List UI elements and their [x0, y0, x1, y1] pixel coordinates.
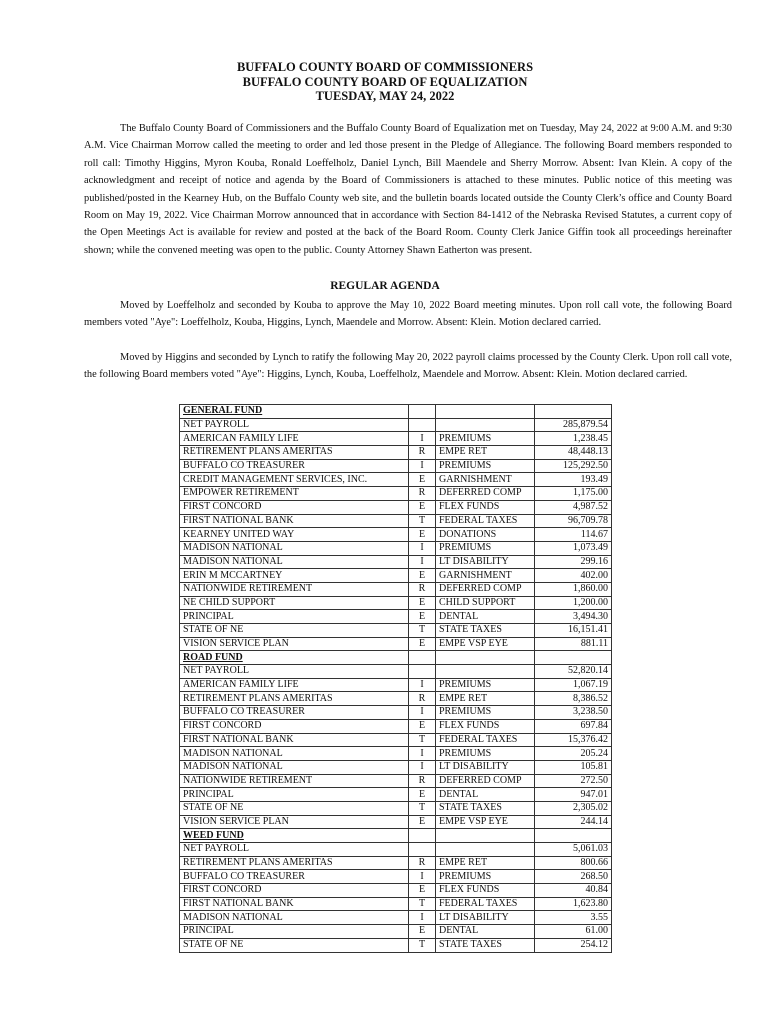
vendor-cell: AMERICAN FAMILY LIFE: [180, 678, 409, 692]
description-cell: EMPE RET: [436, 856, 535, 870]
code-cell: E: [409, 719, 436, 733]
code-cell: [409, 651, 436, 665]
description-cell: DEFERRED COMP: [436, 582, 535, 596]
code-cell: E: [409, 637, 436, 651]
amount-cell: 947.01: [535, 788, 612, 802]
description-cell: DENTAL: [436, 788, 535, 802]
description-cell: PREMIUMS: [436, 432, 535, 446]
fund-header-row: [180, 405, 612, 419]
table-row: [180, 692, 612, 706]
description-cell: FLEX FUNDS: [436, 719, 535, 733]
vendor-cell: ERIN M MCCARTNEY: [180, 569, 409, 583]
table-row: [180, 473, 612, 487]
description-cell: [436, 665, 535, 679]
description-cell: DEFERRED COMP: [436, 487, 535, 501]
description-cell: PREMIUMS: [436, 706, 535, 720]
vendor-cell: FIRST NATIONAL BANK: [180, 514, 409, 528]
intro-paragraph: The Buffalo County Board of Commissioners and the Buffalo County Board of Equalization met on Tuesday, May 24, 2022 at 9:00 A.M. and 9:30 A.M. Vice Chairman Morrow called the meeting to order and led those present in the Pledge of Allegiance. The following Board members responded to roll call: Timothy Higgins, Myron Kouba, Ronald Loeffelholz, Daniel Lynch, Bill Maendele and Sherry Morrow. Absent: Ivan Klein. A copy of the acknowledgment and receipt of notice and agenda by the Board of Commissioners is attached to these minutes. Public notice of this meeting was published/posted in the Kearney Hub, on the Buffalo County web site, and the bulletin boards located outside the County Clerk’s office and County Board Room on May 19, 2022. Vice Chairman Morrow announced that in accordance with Section 84-1412 of the Nebraska Revised Statutes, a current copy of the Open Meetings Act is available for review and posted at the back of the Board Room. County Clerk Janice Giffin took all proceedings hereinafter shown; while the convened meeting was open to the public. County Attorney Shawn Eatherton was present.: [84, 123, 732, 256]
fund-title: WEED FUND: [180, 829, 409, 843]
code-cell: I: [409, 459, 436, 473]
description-cell: [436, 418, 535, 432]
header-title-commissioners: BUFFALO COUNTY BOARD OF COMMISSIONERS: [236, 60, 534, 74]
vendor-cell: NET PAYROLL: [180, 843, 409, 857]
vendor-cell: RETIREMENT PLANS AMERITAS: [180, 692, 409, 706]
table-row: [180, 610, 612, 624]
description-cell: PREMIUMS: [436, 870, 535, 884]
code-cell: R: [409, 446, 436, 460]
vendor-cell: KEARNEY UNITED WAY: [180, 528, 409, 542]
amount-cell: 15,376.42: [535, 733, 612, 747]
description-cell: [436, 843, 535, 857]
table-row: [180, 897, 612, 911]
vendor-cell: MADISON NATIONAL: [180, 541, 409, 555]
vendor-cell: BUFFALO CO TREASURER: [180, 706, 409, 720]
motion-payroll-claims: Moved by Higgins and seconded by Lynch to ratify the following May 20, 2022 payroll claims processed by the County Clerk. Upon roll call vote, the following Board members voted "Aye": Higgins, Lynch, Kouba, Loeffelholz, Maendele and Morrow. Absent: Klein. Motion declared carried.: [84, 352, 732, 381]
vendor-cell: MADISON NATIONAL: [180, 555, 409, 569]
table-row: [180, 596, 612, 610]
description-cell: FLEX FUNDS: [436, 500, 535, 514]
payroll-claims-body: [180, 405, 612, 953]
table-row: [180, 637, 612, 651]
code-cell: R: [409, 774, 436, 788]
table-row: [180, 446, 612, 460]
code-cell: T: [409, 733, 436, 747]
code-cell: E: [409, 569, 436, 583]
amount-cell: 881.11: [535, 637, 612, 651]
description-cell: EMPE RET: [436, 692, 535, 706]
code-cell: T: [409, 514, 436, 528]
vendor-cell: NATIONWIDE RETIREMENT: [180, 774, 409, 788]
amount-cell: 299.16: [535, 555, 612, 569]
amount-cell: 5,061.03: [535, 843, 612, 857]
table-row: [180, 719, 612, 733]
code-cell: [409, 843, 436, 857]
code-cell: I: [409, 870, 436, 884]
code-cell: T: [409, 897, 436, 911]
description-cell: FEDERAL TAXES: [436, 897, 535, 911]
table-row: [180, 843, 612, 857]
vendor-cell: FIRST CONCORD: [180, 719, 409, 733]
vendor-cell: RETIREMENT PLANS AMERITAS: [180, 446, 409, 460]
amount-cell: 96,709.78: [535, 514, 612, 528]
description-cell: EMPE RET: [436, 446, 535, 460]
description-cell: LT DISABILITY: [436, 760, 535, 774]
amount-cell: 1,073.49: [535, 541, 612, 555]
table-row: [180, 815, 612, 829]
motion-minutes-approval: Moved by Loeffelholz and seconded by Kouba to approve the May 10, 2022 Board meeting minutes. Upon roll call vote, the following Board members voted "Aye": Loeffelholz, Kouba, Higgins, Lynch, Maendele and Morrow. Absent: Klein. Motion declared carried.: [84, 300, 732, 329]
description-cell: GARNISHMENT: [436, 473, 535, 487]
amount-cell: 244.14: [535, 815, 612, 829]
code-cell: E: [409, 884, 436, 898]
table-row: [180, 733, 612, 747]
description-cell: PREMIUMS: [436, 747, 535, 761]
table-row: [180, 418, 612, 432]
table-row: [180, 500, 612, 514]
vendor-cell: BUFFALO CO TREASURER: [180, 870, 409, 884]
amount-cell: 2,305.02: [535, 801, 612, 815]
vendor-cell: NET PAYROLL: [180, 418, 409, 432]
description-cell: GARNISHMENT: [436, 569, 535, 583]
code-cell: E: [409, 500, 436, 514]
table-row: [180, 884, 612, 898]
description-cell: EMPE VSP EYE: [436, 815, 535, 829]
description-cell: FEDERAL TAXES: [436, 514, 535, 528]
vendor-cell: CREDIT MANAGEMENT SERVICES, INC.: [180, 473, 409, 487]
code-cell: [409, 665, 436, 679]
code-cell: I: [409, 911, 436, 925]
description-cell: FEDERAL TAXES: [436, 733, 535, 747]
code-cell: E: [409, 596, 436, 610]
description-cell: STATE TAXES: [436, 624, 535, 638]
fund-title: GENERAL FUND: [180, 405, 409, 419]
code-cell: R: [409, 856, 436, 870]
vendor-cell: RETIREMENT PLANS AMERITAS: [180, 856, 409, 870]
section-heading: REGULAR AGENDA: [330, 280, 440, 292]
code-cell: R: [409, 692, 436, 706]
code-cell: R: [409, 487, 436, 501]
code-cell: T: [409, 938, 436, 952]
vendor-cell: MADISON NATIONAL: [180, 760, 409, 774]
description-cell: EMPE VSP EYE: [436, 637, 535, 651]
amount-cell: 1,623.80: [535, 897, 612, 911]
code-cell: I: [409, 760, 436, 774]
table-row: [180, 801, 612, 815]
code-cell: [409, 405, 436, 419]
amount-cell: 8,386.52: [535, 692, 612, 706]
description-cell: PREMIUMS: [436, 459, 535, 473]
vendor-cell: AMERICAN FAMILY LIFE: [180, 432, 409, 446]
description-cell: DENTAL: [436, 925, 535, 939]
table-row: [180, 788, 612, 802]
amount-cell: [535, 651, 612, 665]
amount-cell: 16,151.41: [535, 624, 612, 638]
description-cell: DONATIONS: [436, 528, 535, 542]
table-row: [180, 555, 612, 569]
amount-cell: 272.50: [535, 774, 612, 788]
amount-cell: 52,820.14: [535, 665, 612, 679]
vendor-cell: PRINCIPAL: [180, 925, 409, 939]
table-row: [180, 528, 612, 542]
header-meeting-date: TUESDAY, MAY 24, 2022: [315, 89, 455, 103]
code-cell: E: [409, 788, 436, 802]
table-row: [180, 665, 612, 679]
code-cell: T: [409, 801, 436, 815]
code-cell: E: [409, 528, 436, 542]
amount-cell: 800.66: [535, 856, 612, 870]
description-cell: STATE TAXES: [436, 801, 535, 815]
table-row: [180, 938, 612, 952]
vendor-cell: FIRST CONCORD: [180, 500, 409, 514]
amount-cell: 402.00: [535, 569, 612, 583]
code-cell: [409, 418, 436, 432]
description-cell: DEFERRED COMP: [436, 774, 535, 788]
vendor-cell: EMPOWER RETIREMENT: [180, 487, 409, 501]
table-row: [180, 925, 612, 939]
code-cell: E: [409, 925, 436, 939]
vendor-cell: BUFFALO CO TREASURER: [180, 459, 409, 473]
amount-cell: [535, 405, 612, 419]
description-cell: [436, 651, 535, 665]
vendor-cell: FIRST CONCORD: [180, 884, 409, 898]
vendor-cell: VISION SERVICE PLAN: [180, 637, 409, 651]
table-row: [180, 541, 612, 555]
code-cell: I: [409, 747, 436, 761]
table-row: [180, 569, 612, 583]
fund-title: ROAD FUND: [180, 651, 409, 665]
amount-cell: 193.49: [535, 473, 612, 487]
table-row: [180, 911, 612, 925]
table-row: [180, 582, 612, 596]
amount-cell: 1,238.45: [535, 432, 612, 446]
code-cell: I: [409, 541, 436, 555]
amount-cell: 3.55: [535, 911, 612, 925]
table-row: [180, 678, 612, 692]
description-cell: LT DISABILITY: [436, 911, 535, 925]
table-row: [180, 870, 612, 884]
amount-cell: 697.84: [535, 719, 612, 733]
vendor-cell: MADISON NATIONAL: [180, 911, 409, 925]
vendor-cell: NATIONWIDE RETIREMENT: [180, 582, 409, 596]
amount-cell: 4,987.52: [535, 500, 612, 514]
amount-cell: 268.50: [535, 870, 612, 884]
table-row: [180, 747, 612, 761]
table-row: [180, 774, 612, 788]
document-header: [0, 60, 770, 104]
description-cell: [436, 405, 535, 419]
amount-cell: 48,448.13: [535, 446, 612, 460]
amount-cell: 105.81: [535, 760, 612, 774]
amount-cell: 125,292.50: [535, 459, 612, 473]
description-cell: [436, 829, 535, 843]
amount-cell: 285,879.54: [535, 418, 612, 432]
code-cell: E: [409, 610, 436, 624]
table-row: [180, 432, 612, 446]
payroll-claims-table: [179, 404, 612, 953]
code-cell: R: [409, 582, 436, 596]
amount-cell: 61.00: [535, 925, 612, 939]
code-cell: I: [409, 706, 436, 720]
fund-header-row: [180, 651, 612, 665]
vendor-cell: PRINCIPAL: [180, 610, 409, 624]
header-title-equalization: BUFFALO COUNTY BOARD OF EQUALIZATION: [242, 74, 528, 89]
table-row: [180, 459, 612, 473]
code-cell: T: [409, 624, 436, 638]
vendor-cell: FIRST NATIONAL BANK: [180, 733, 409, 747]
code-cell: I: [409, 432, 436, 446]
description-cell: CHILD SUPPORT: [436, 596, 535, 610]
description-cell: PREMIUMS: [436, 541, 535, 555]
table-row: [180, 514, 612, 528]
table-row: [180, 760, 612, 774]
table-row: [180, 706, 612, 720]
amount-cell: [535, 829, 612, 843]
amount-cell: 254.12: [535, 938, 612, 952]
table-row: [180, 856, 612, 870]
amount-cell: 1,860.00: [535, 582, 612, 596]
amount-cell: 3,494.30: [535, 610, 612, 624]
fund-header-row: [180, 829, 612, 843]
code-cell: E: [409, 815, 436, 829]
description-cell: STATE TAXES: [436, 938, 535, 952]
vendor-cell: STATE OF NE: [180, 801, 409, 815]
vendor-cell: NE CHILD SUPPORT: [180, 596, 409, 610]
amount-cell: 205.24: [535, 747, 612, 761]
amount-cell: 1,067.19: [535, 678, 612, 692]
code-cell: [409, 829, 436, 843]
description-cell: LT DISABILITY: [436, 555, 535, 569]
amount-cell: 3,238.50: [535, 706, 612, 720]
vendor-cell: PRINCIPAL: [180, 788, 409, 802]
code-cell: E: [409, 473, 436, 487]
amount-cell: 1,175.00: [535, 487, 612, 501]
description-cell: PREMIUMS: [436, 678, 535, 692]
code-cell: I: [409, 555, 436, 569]
description-cell: DENTAL: [436, 610, 535, 624]
table-row: [180, 624, 612, 638]
vendor-cell: NET PAYROLL: [180, 665, 409, 679]
vendor-cell: STATE OF NE: [180, 624, 409, 638]
table-row: [180, 487, 612, 501]
amount-cell: 114.67: [535, 528, 612, 542]
vendor-cell: STATE OF NE: [180, 938, 409, 952]
vendor-cell: FIRST NATIONAL BANK: [180, 897, 409, 911]
vendor-cell: VISION SERVICE PLAN: [180, 815, 409, 829]
amount-cell: 1,200.00: [535, 596, 612, 610]
amount-cell: 40.84: [535, 884, 612, 898]
description-cell: FLEX FUNDS: [436, 884, 535, 898]
vendor-cell: MADISON NATIONAL: [180, 747, 409, 761]
code-cell: I: [409, 678, 436, 692]
